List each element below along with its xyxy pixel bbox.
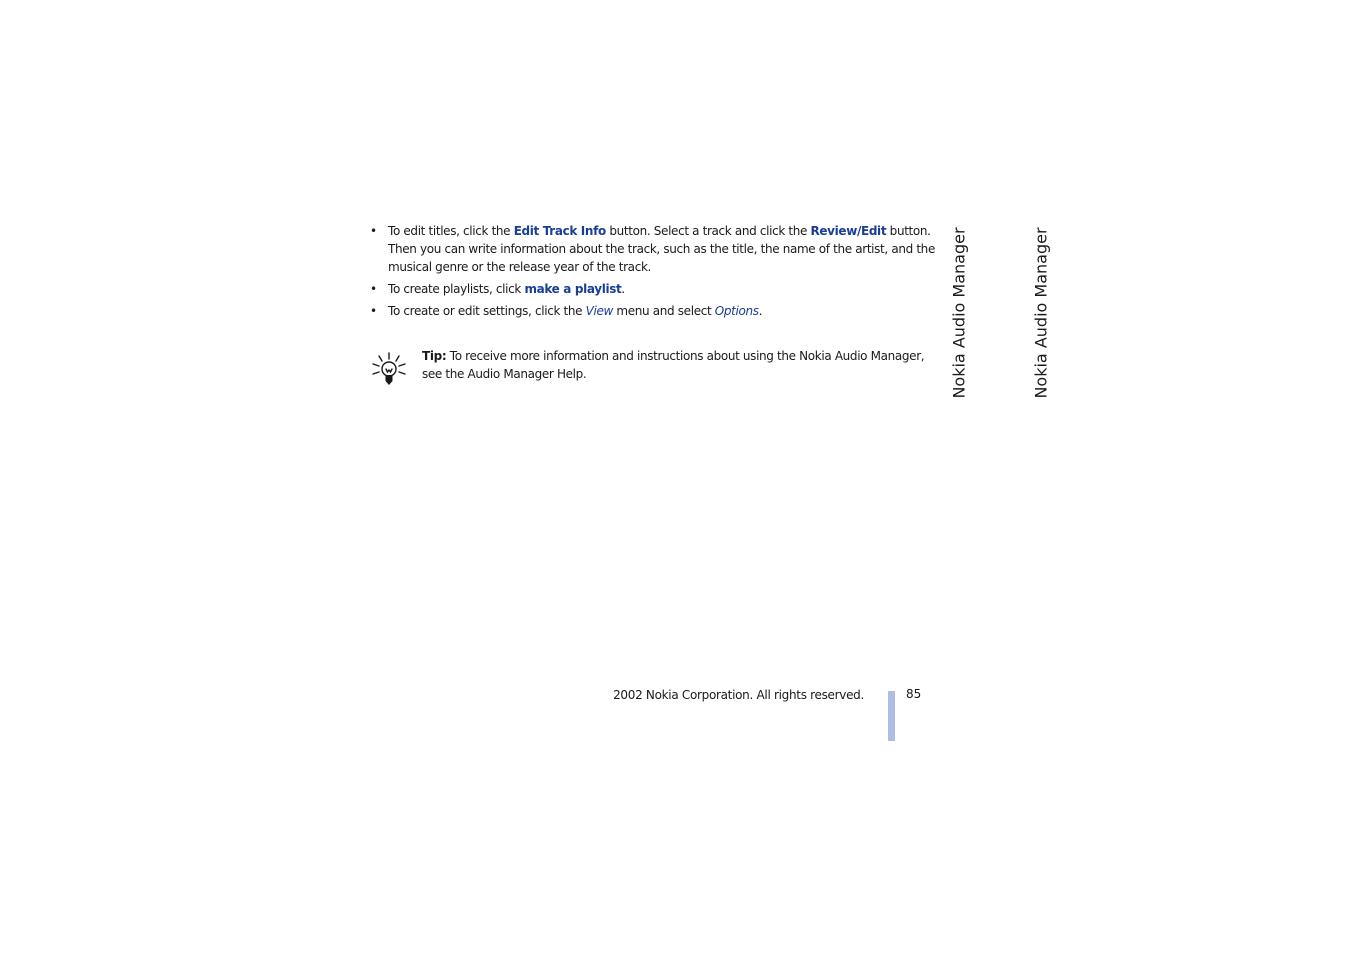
instruction-list bbox=[370, 222, 938, 324]
chapter-side-tab bbox=[1029, 228, 1053, 398]
tip-body: To receive more information and instructions about using the Nokia Audio Manager, see the Audio Manager Help. bbox=[422, 349, 925, 381]
bullet-icon: • bbox=[370, 224, 377, 238]
item-text: button. Select a track and click the bbox=[605, 224, 811, 238]
make-a-playlist-link-ref: make a playlist bbox=[524, 282, 622, 296]
item-text: menu and select bbox=[612, 304, 715, 318]
item-text: . bbox=[758, 304, 763, 318]
tip-label: Tip: bbox=[422, 349, 447, 363]
item-text: To create or edit settings, click the bbox=[388, 304, 586, 318]
tip-text bbox=[422, 347, 938, 383]
chapter-title: Nokia Audio Manager bbox=[949, 227, 969, 399]
lightbulb-icon bbox=[370, 351, 408, 389]
list-item bbox=[370, 222, 938, 276]
options-menu-item-ref: Options bbox=[714, 304, 759, 318]
item-text: To create playlists, click bbox=[388, 282, 525, 296]
bullet-icon: • bbox=[370, 304, 377, 318]
bullet-icon: • bbox=[370, 282, 377, 296]
copyright-notice: 2002 Nokia Corporation. All rights reserved. bbox=[613, 688, 864, 702]
item-text: button. Then you can write information about the track, such as the title, the name of the artist, and the musical genre or the release year of the track. bbox=[388, 224, 935, 274]
page-number: 85 bbox=[906, 687, 922, 701]
chapter-title: Nokia Audio Manager bbox=[1031, 227, 1051, 399]
item-text: . bbox=[621, 282, 625, 296]
list-item bbox=[370, 302, 938, 320]
footer-accent-bar bbox=[888, 691, 895, 741]
edit-track-info-button-ref: Edit Track Info bbox=[513, 224, 606, 238]
chapter-side-tab bbox=[947, 228, 971, 398]
item-text: To edit titles, click the bbox=[388, 224, 514, 238]
list-item bbox=[370, 280, 938, 298]
review-edit-button-ref: Review/Edit bbox=[810, 224, 887, 238]
view-menu-ref: View bbox=[585, 304, 613, 318]
